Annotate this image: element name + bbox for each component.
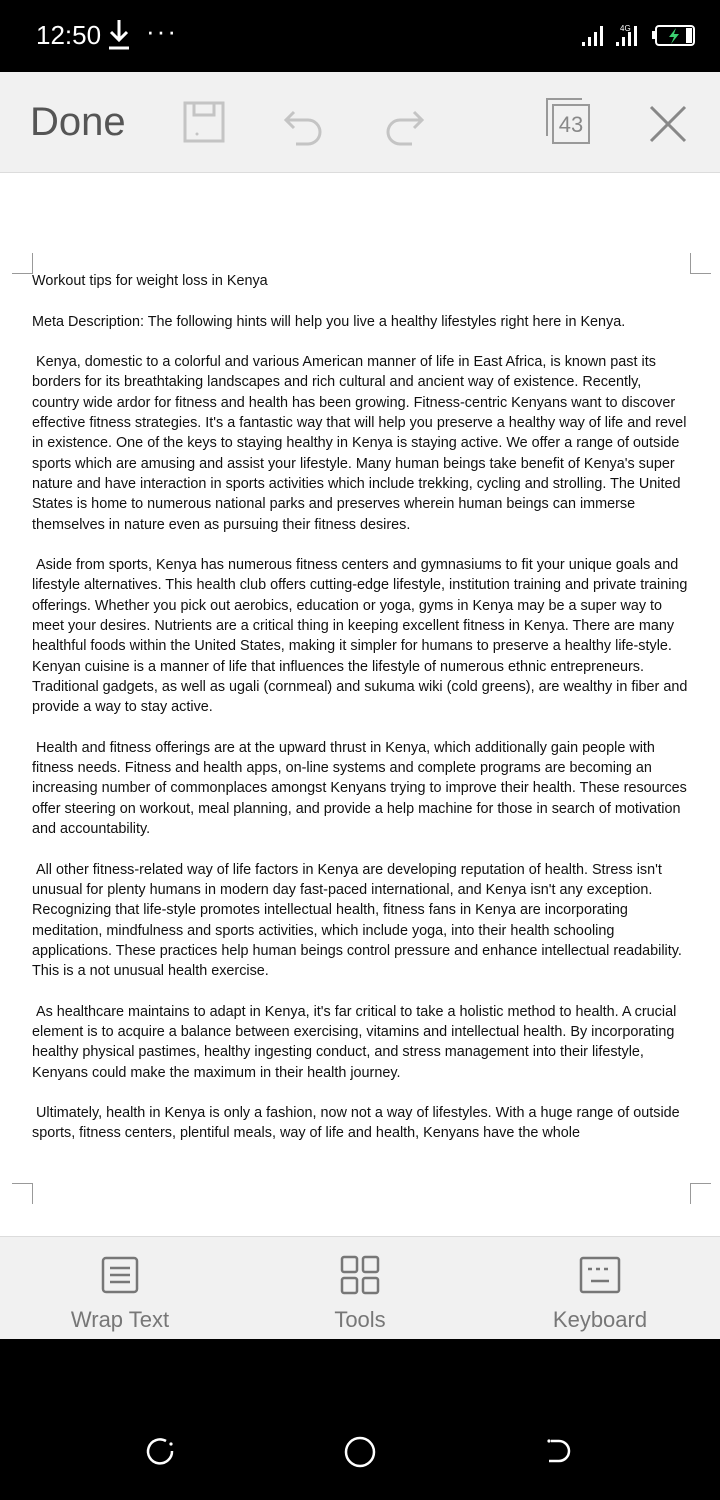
tools-grid-icon	[340, 1255, 380, 1295]
status-bar	[0, 0, 720, 72]
keyboard-label: Keyboard	[552, 1307, 648, 1332]
bottom-toolbar	[0, 1236, 720, 1340]
network-label: 4G	[620, 24, 631, 33]
margin-corner-bottom-right	[690, 1183, 711, 1204]
redo-icon[interactable]	[382, 102, 426, 146]
paragraph: All other fitness-related way of life factors in Kenya are developing reputation of health. Stress isn't unusual for plenty humans in modern day fast-paced international, and Kenya isn't any exception. Recognizing that life-style promotes intellectual health, fitness fans in Kenya are incorporating meditation, mindfulness and sports activities, which include yoga, into their health schooling applications. These practices help human beings control pressure and enhance intellectual readability. This is a not unusual health exercise.	[32, 861, 682, 980]
battery-charging-icon	[652, 24, 696, 48]
document-title: Workout tips for weight loss in Kenya	[32, 273, 268, 289]
tools-button[interactable]	[240, 1237, 480, 1340]
margin-corner-top-right	[690, 253, 711, 274]
more-icon: ···	[146, 16, 178, 46]
margin-corner-top-left	[12, 253, 33, 274]
undo-icon[interactable]	[282, 102, 326, 146]
save-icon[interactable]	[182, 100, 226, 144]
close-icon[interactable]	[648, 104, 688, 144]
tools-label: Tools	[334, 1307, 386, 1332]
paragraph: As healthcare maintains to adapt in Kenya, it's far critical to take a holistic method to health. A crucial element is to acquire a balance between exercising, vitamins and intellectual health. By incorporating healthy physical pastimes, healthy ingesting conduct, and stress management into their lifestyle, Kenyans could make the maximum in their health journey.	[32, 1003, 677, 1081]
recent-apps-icon[interactable]	[144, 1435, 176, 1467]
wrap-text-label: Wrap Text	[70, 1307, 170, 1332]
keyboard-icon	[579, 1255, 621, 1295]
meta-description: Meta Description: The following hints will help you live a healthy lifestyles right here in Kenya.	[32, 313, 626, 330]
wrap-text-icon	[100, 1255, 140, 1295]
paragraph: Ultimately, health in Kenya is only a fashion, now not a way of lifestyles. With a huge range of outside sports, fitness centers, plentiful meals, way of life and health, Kenyans have the whole	[32, 1105, 680, 1142]
status-time: 12:50	[36, 20, 102, 50]
document-body[interactable]	[32, 271, 692, 1166]
done-button[interactable]: Done	[30, 100, 126, 144]
paragraph: Health and fitness offerings are at the upward thrust in Kenya, which additionally gain people with fitness needs. Fitness and health apps, on-line systems and complete programs are becoming an increasing number of commonplaces amongst Kenyans trying to improve their health. These resources offer steering on workout, meal planning, and provide a help machine for those in search of motivation and accountability.	[32, 739, 687, 838]
paragraph: Aside from sports, Kenya has numerous fitness centers and gymnasiums to fit your unique goals and lifestyle alternatives. This health club offers cutting-edge lifestyle, institution training and private training offerings. Whether you pick out aerobics, education or yoga, gyms in Kenya may be a super way to meet your desires. Nutrients are a critical thing in keeping excellent fitness in Kenya. There are many healthful foods within the United States, making it simpler for humans to preserve a healthy life-style. Kenyan cuisine is a manner of life that influences the lifestyle of numerous ethnic entrepreneurs. Traditional gadgets, as well as ugali (cornmeal) and sukuma wiki (cold greens), are wealthy in fiber and provide a way to stay active.	[32, 557, 688, 716]
page-count: 43	[558, 112, 584, 137]
document-page[interactable]	[0, 173, 720, 1236]
margin-corner-bottom-left	[12, 1183, 33, 1204]
signal-icon	[582, 24, 648, 48]
navigation-bar	[0, 1339, 720, 1500]
editor-toolbar	[0, 72, 720, 173]
download-icon	[106, 18, 132, 52]
wrap-text-button[interactable]	[0, 1237, 240, 1340]
home-icon[interactable]	[343, 1435, 377, 1469]
paragraph: Kenya, domestic to a colorful and various American manner of life in East Africa, is known past its borders for its breathtaking landscapes and rich cultural and ancient way of existence. Recently, country wide ardor for fitness and health has been growing. Fitness-centric Kenyans want to discover effective fitness strategies. It's a fantastic way that will help you preserve a healthy way of life and revel in existence. One of the keys to staying healthy in Kenya is staying active. We offer a range of outside sports which are amusing and assist your lifestyle. Many human beings take benefit of Kenya's super nature and have interaction in sports activities which include trekking, cycling and strolling. The United States is home to numerous national parks and preserves wherein human beings can immerse themselves in nature even as pursuing their fitness desires.	[32, 354, 687, 533]
back-icon[interactable]	[545, 1435, 575, 1467]
keyboard-button[interactable]	[480, 1237, 720, 1340]
pages-button[interactable]	[546, 98, 590, 142]
